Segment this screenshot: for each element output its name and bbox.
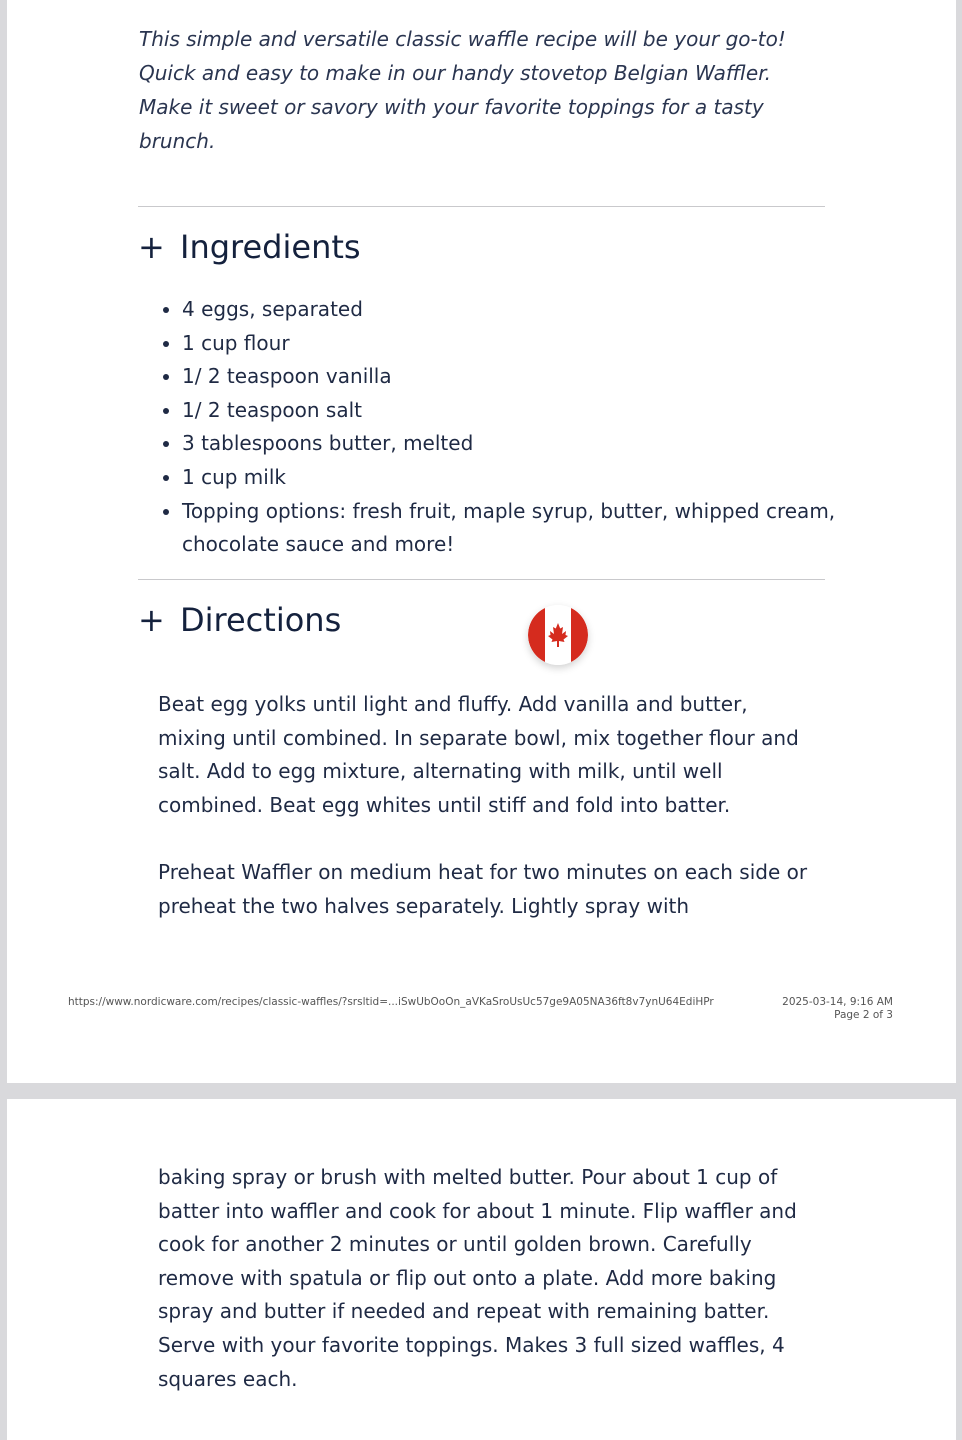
recipe-intro: This simple and versatile classic waffle recipe will be your go-to! Quick and easy to make in our handy stovetop Belgian Waffler. Make it sweet or savory with your favorite toppings for a tasty brunch.	[139, 27, 786, 153]
list-item: • 4 eggs, separated	[182, 293, 872, 327]
print-page-2	[7, 0, 956, 1083]
footer-page-number: Page 2 of 3	[834, 1009, 893, 1021]
expand-plus-icon[interactable]: +	[138, 601, 165, 639]
list-item: • Topping options: fresh fruit, maple syrup, butter, whipped cream, chocolate sauce and more!	[182, 495, 872, 562]
directions-heading: Directions	[180, 601, 342, 639]
list-item: • 1/ 2 teaspoon salt	[182, 394, 872, 428]
directions-paragraph: Preheat Waffler on medium heat for two minutes on each side or preheat the two halves separately. Lightly spray with	[158, 860, 808, 918]
directions-paragraph: Beat egg yolks until light and fluffy. Add vanilla and butter, mixing until combined. In separate bowl, mix together flour and salt. Add to egg mixture, alternating with milk, until well combined. Beat egg whites until stiff and fold into batter.	[158, 692, 799, 817]
list-item: • 1 cup milk	[182, 461, 872, 495]
print-page-3	[7, 1099, 956, 1440]
expand-plus-icon[interactable]: +	[138, 228, 165, 266]
directions-header[interactable]	[138, 601, 341, 639]
ingredients-header[interactable]	[138, 228, 361, 266]
footer-datetime: 2025-03-14, 9:16 AM	[782, 996, 893, 1008]
list-item: • 1 cup flour	[182, 327, 872, 361]
divider	[138, 579, 825, 580]
canada-flag-icon[interactable]	[528, 605, 588, 665]
footer-url: https://www.nordicware.com/recipes/classic-waffles/?srsltid=...iSwUbOoOn_aVKaSroUsUc57ge9A05NA36ft8v7ynU64EdiHPr	[68, 996, 714, 1008]
list-item: • 1/ 2 teaspoon vanilla	[182, 360, 872, 394]
ingredients-heading: Ingredients	[180, 228, 361, 266]
footer-meta	[782, 996, 893, 1022]
directions-paragraph-continued: baking spray or brush with melted butter. Pour about 1 cup of batter into waffler and cook for about 1 minute. Flip waffler and cook for another 2 minutes or until golden brown. Carefully remove with spatula or flip out onto a plate. Add more baking spray and butter if needed and repeat with remaining batter. Serve with your favorite toppings. Makes 3 full sized waffles, 4 squares each.	[158, 1165, 797, 1391]
ingredients-list	[138, 293, 872, 562]
divider	[138, 206, 825, 207]
list-item: • 3 tablespoons butter, melted	[182, 427, 872, 461]
